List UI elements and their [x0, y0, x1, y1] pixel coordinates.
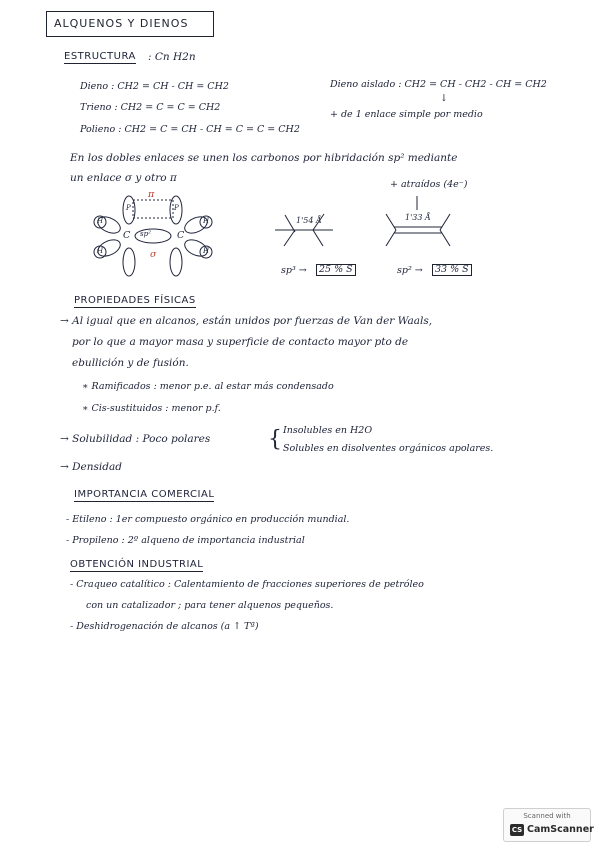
propiedades-line-3: ebullición y de fusión.	[72, 357, 189, 369]
pi-label: π	[148, 189, 155, 200]
h-label-1: H	[97, 217, 104, 225]
sp3-label: sp³ →	[281, 265, 307, 276]
pi-overlap	[133, 200, 173, 218]
propiedades-heading-text: PROPIEDADES FÍSICAS	[74, 295, 196, 306]
propiedades-line-1: → Al igual que en alcanos, están unidos por fuerzas de Van der Waals,	[60, 315, 433, 327]
sp2-label: sp² →	[397, 265, 423, 276]
sp3-percent: 25 % S	[316, 264, 356, 276]
dieno-line: Dieno : CH2 = CH - CH = CH2	[80, 81, 229, 92]
p-lobe-bottom-right	[170, 248, 182, 276]
sp2-percent: 33 % S	[432, 264, 472, 276]
solubles-line: Solubles en disolventes orgánicos apolares.	[283, 443, 494, 454]
h-label-4: H	[203, 247, 210, 255]
page-title: ALQUENOS Y DIENOS	[54, 17, 189, 30]
propiedades-line-2: por lo que a mayor masa y superficie de contacto mayor pto de	[72, 336, 409, 348]
camscanner-name: CamScanner	[527, 824, 594, 835]
h-label-3: H	[203, 217, 210, 225]
p-label-right: P	[174, 204, 179, 212]
sp3-branch-4	[313, 230, 323, 246]
obtencion-heading	[70, 560, 203, 570]
solubilidad-brace: {	[268, 427, 282, 452]
craqueo-line-2: con un catalizador ; para tener alquenos pequeños.	[86, 600, 334, 611]
sp2-branch-4	[440, 230, 450, 246]
bond-length-133: 1'33 Å	[405, 213, 431, 222]
p-lobe-bottom-left	[123, 248, 135, 276]
sp2-branch-1	[386, 214, 396, 230]
camscanner-badge	[503, 808, 594, 842]
craqueo-line-1: - Craqueo catalítico : Calentamiento de fracciones superiores de petróleo	[70, 579, 424, 590]
sigma-label: σ	[150, 249, 157, 260]
carbon-left: C	[123, 230, 131, 241]
propileno-line: - Propileno : 2º alqueno de importancia industrial	[66, 535, 305, 546]
bond-length-154: 1'54 Å	[296, 216, 322, 225]
dieno-aislado-arrow: ↓	[440, 93, 448, 104]
insolubles-line: Insolubles en H2O	[283, 425, 373, 436]
sp2-branch-2	[386, 230, 396, 246]
camscanner-logo-icon: CS	[511, 826, 523, 834]
deshidrogenacion-line: - Deshidrogenación de alcanos (a ↑ Tª)	[70, 621, 259, 632]
sp3-branch-2	[284, 230, 295, 246]
densidad-line: → Densidad	[60, 461, 122, 473]
dieno-aislado-line: Dieno aislado : CH2 = CH - CH2 - CH = CH2	[330, 79, 547, 90]
solubilidad-line: → Solubilidad : Poco polares	[60, 433, 211, 445]
estructura-formula: : Cn H2n	[148, 51, 196, 63]
hibridacion-line-2: un enlace σ y otro π	[70, 172, 177, 184]
sp2-orbital-label: sp²	[140, 230, 151, 238]
carbon-right: C	[177, 230, 185, 241]
cis-line: ∗ Cis-sustituidos : menor p.f.	[82, 403, 221, 414]
importancia-heading-text: IMPORTANCIA COMERCIAL	[74, 489, 215, 500]
p-label-left: P	[126, 204, 131, 212]
polieno-line: Polieno : CH2 = C = CH - CH = C = C = CH2	[80, 124, 300, 135]
scanned-with-text: Scanned with	[523, 812, 571, 820]
obtencion-heading-text: OBTENCIÓN INDUSTRIAL	[70, 559, 204, 570]
trieno-line: Trieno : CH2 = C = C = CH2	[80, 102, 221, 113]
h-label-2: H	[97, 247, 104, 255]
hibridacion-line-1: En los dobles enlaces se unen los carbonos por hibridación sp² mediante	[70, 152, 458, 164]
propiedades-heading	[74, 296, 196, 306]
sp2-branch-3	[440, 214, 450, 230]
atraidos-label: + atraídos (4e⁻)	[390, 179, 468, 190]
sp3-branch-1	[285, 215, 295, 232]
etileno-line: - Etileno : 1er compuesto orgánico en producción mundial.	[66, 514, 350, 525]
estructura-heading-text: ESTRUCTURA	[64, 51, 136, 62]
dieno-aislado-note: + de 1 enlace simple por medio	[330, 109, 483, 120]
ramificados-line: ∗ Ramificados : menor p.e. al estar más condensado	[82, 381, 334, 392]
importancia-heading	[74, 490, 214, 500]
